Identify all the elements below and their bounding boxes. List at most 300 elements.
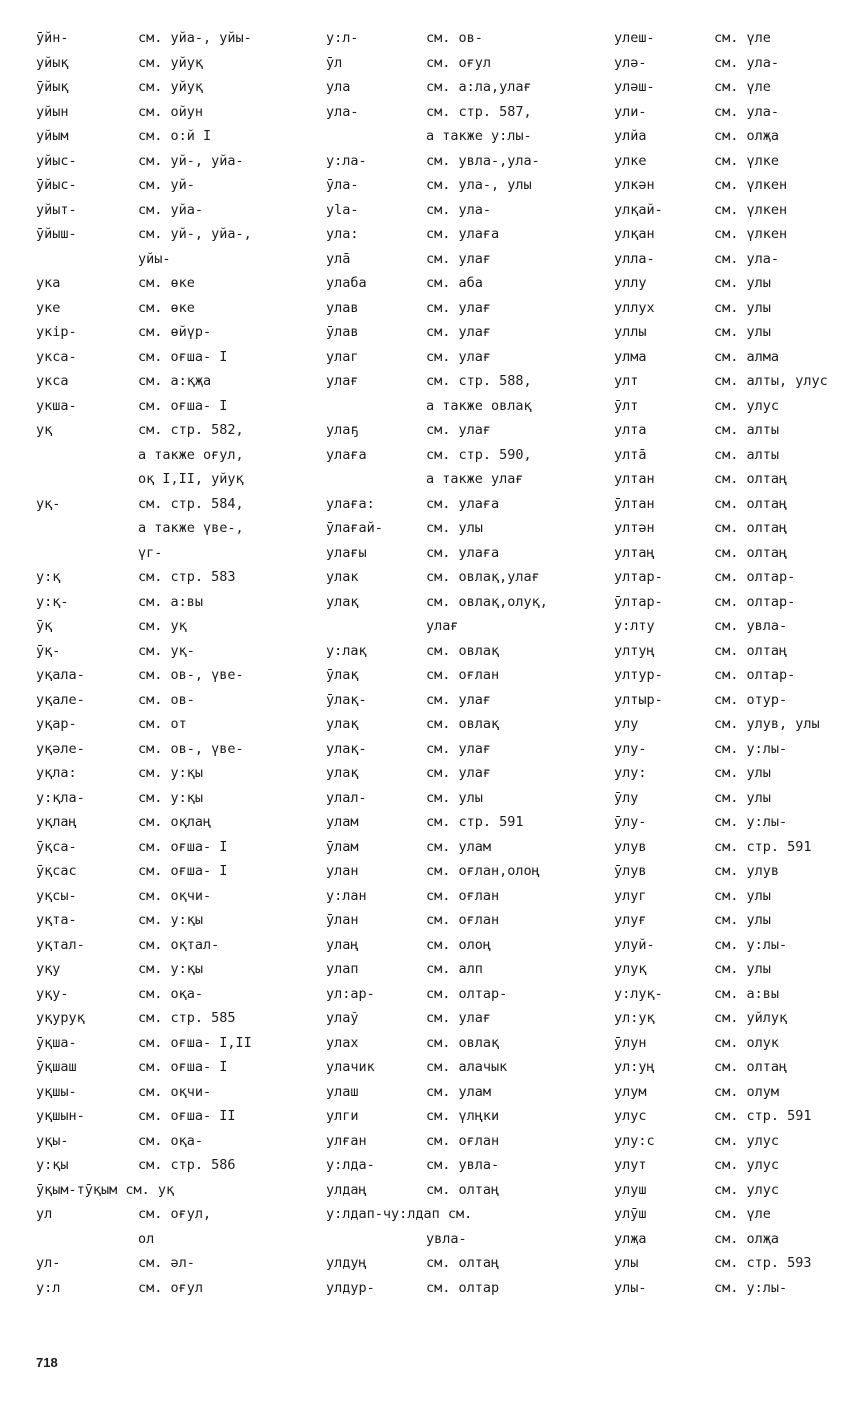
entry-headword: улған xyxy=(326,1132,367,1149)
entry-reference: см. олҗа xyxy=(714,128,780,144)
entry-reference: см. үлкен xyxy=(714,226,788,242)
entry-headword: ул xyxy=(36,1206,53,1222)
entry-reference: см. улы xyxy=(714,887,771,904)
entry-reference: см. улаға xyxy=(426,544,500,561)
entry-headword: ултa xyxy=(614,422,647,438)
entry-reference: см. улы xyxy=(714,275,771,291)
entry-reference: см. улағ xyxy=(426,348,492,365)
entry-headword: улус xyxy=(614,1108,647,1124)
entry-reference: см. улы xyxy=(426,520,483,536)
entry-headword: улаба xyxy=(326,275,367,291)
entry-reference: см. оғша- I xyxy=(138,348,228,365)
entry-reference: см. оғул xyxy=(426,54,492,71)
entry-headword: улаға xyxy=(326,446,367,463)
entry-reference: см. а:қҗа xyxy=(138,373,212,389)
entry-reference: см. олтаң xyxy=(714,642,788,659)
entry-headword: ӯлав xyxy=(326,324,359,340)
entry-headword: ӯлун xyxy=(614,1034,647,1051)
entry-headword: улуш xyxy=(614,1181,647,1198)
entry-headword: улла- xyxy=(614,250,655,267)
entry-headword: ӯйн- xyxy=(36,30,69,46)
entry-headword: улā xyxy=(326,250,351,267)
entry-headword: улуқ xyxy=(614,961,647,977)
entry-reference: см. уйа- xyxy=(138,201,204,218)
entry-headword: улаң xyxy=(326,936,359,953)
entry-headword: уксa xyxy=(36,373,69,389)
entry-headword: улы- xyxy=(614,1279,647,1296)
entry-headword: ӯқым-тӯқым см. уқ xyxy=(36,1181,175,1198)
entry-reference: см. оғлан xyxy=(426,1132,500,1149)
entry-reference: см. овлақ xyxy=(426,716,500,732)
entry-headword: улак xyxy=(326,569,359,585)
entry-reference: см. уй-, уйа- xyxy=(138,152,244,169)
entry-headword: уқәле- xyxy=(36,740,85,757)
entry-reference: см. улус xyxy=(714,397,780,414)
entry-headword: уйын xyxy=(36,103,69,120)
entry-headword: улу xyxy=(614,716,639,732)
entry-reference: см. улаға xyxy=(426,495,500,512)
entry-headword: уқуруқ xyxy=(36,1010,85,1026)
entry-reference: см. оғул, xyxy=(138,1206,212,1222)
entry-headword: улачик xyxy=(326,1059,375,1075)
entry-reference: см. оқтал- xyxy=(138,936,220,953)
entry-headword: у:луқ- xyxy=(614,985,663,1002)
entry-headword: у:л- xyxy=(326,30,359,46)
entry-headword: уқ- xyxy=(36,495,61,512)
entry-headword: ӯқ xyxy=(36,618,53,634)
entry-reference: см. оғша- I xyxy=(138,863,228,879)
entry-reference: см. уйуқ xyxy=(138,54,204,71)
entry-reference: см. овлақ xyxy=(426,1034,500,1051)
entry-headword: укша- xyxy=(36,397,77,414)
entry-reference: см. оқчи- xyxy=(138,1083,212,1100)
entry-reference: см. стр. 590, xyxy=(426,446,532,463)
entry-reference: см. алты xyxy=(714,446,780,463)
entry-headword: ӯқшаш xyxy=(36,1059,77,1075)
entry-headword: улйа xyxy=(614,128,647,144)
entry-reference: см. стр. 584, xyxy=(138,495,244,512)
entry-headword: ула- xyxy=(326,103,359,120)
entry-headword: уқсы- xyxy=(36,887,77,904)
entry-headword: улке xyxy=(614,152,647,169)
entry-headword: улуй- xyxy=(614,936,655,953)
entry-headword: уйық xyxy=(36,54,69,71)
entry-headword: у:лақ xyxy=(326,642,367,659)
entry-headword: ӯлу- xyxy=(614,814,647,830)
entry-reference: а также улағ xyxy=(426,471,524,487)
entry-headword: улы xyxy=(614,1255,639,1271)
entry-reference: см. у:лы- xyxy=(714,814,788,830)
entry-headword: ӯқ- xyxy=(36,642,61,659)
entry-headword: улув xyxy=(614,838,647,855)
entry-reference: см. улағ xyxy=(426,299,492,316)
entry-headword: у:лан xyxy=(326,887,367,904)
entry-headword: ӯйыс- xyxy=(36,177,77,193)
entry-headword: у:қ xyxy=(36,569,61,585)
entry-reference: см. үлңки xyxy=(426,1108,500,1124)
entry-headword: уллы xyxy=(614,324,647,340)
entry-reference: см. оқчи- xyxy=(138,887,212,904)
entry-reference: см. уқ xyxy=(138,618,187,634)
entry-reference: см. уй- xyxy=(138,177,195,193)
entry-headword: уқтал- xyxy=(36,936,85,953)
entry-reference: см. олук xyxy=(714,1034,780,1051)
entry-reference: см. увла- xyxy=(426,1157,500,1173)
entry-headword: улаў xyxy=(326,1010,359,1026)
entry-reference: см. от xyxy=(138,716,187,732)
entry-headword: уқала- xyxy=(36,667,85,683)
entry-headword: улу:с xyxy=(614,1132,655,1149)
entry-headword: ӯйық xyxy=(36,79,69,95)
entry-headword: уйыт- xyxy=(36,201,77,218)
entry-reference: үг- xyxy=(138,544,163,561)
entry-headword: ула: xyxy=(326,226,359,242)
entry-headword: ул- xyxy=(36,1255,61,1271)
entry-headword: у:қ- xyxy=(36,593,69,610)
entry-reference: см. улағ xyxy=(426,691,492,708)
entry-reference: см. стр. 591 xyxy=(714,1108,812,1124)
entry-reference: см. алп xyxy=(426,961,483,977)
entry-reference: см. оқа- xyxy=(138,1132,204,1149)
entry-headword: у:қла- xyxy=(36,789,85,806)
entry-headword: улақ xyxy=(326,593,359,610)
entry-headword: улақ xyxy=(326,716,359,732)
entry-reference: см. улы xyxy=(714,912,771,928)
entry-headword: улам xyxy=(326,814,359,830)
entry-reference: см. улы xyxy=(714,789,771,806)
entry-headword: ултур- xyxy=(614,667,663,683)
entry-headword: улап xyxy=(326,961,359,977)
entry-headword: уқла: xyxy=(36,765,77,781)
entry-reference: см. олтаң xyxy=(714,495,788,512)
entry-reference: см. олум xyxy=(714,1083,780,1100)
entry-headword: ул:ар- xyxy=(326,985,375,1002)
entry-headword: ӯқсас xyxy=(36,863,77,879)
entry-reference: см. алты xyxy=(714,422,780,438)
entry-headword: уйыс- xyxy=(36,152,77,169)
entry-headword: уқы- xyxy=(36,1132,69,1149)
entry-headword: улқай- xyxy=(614,201,663,218)
entry-reference: см. а:ла,улағ xyxy=(426,79,532,95)
entry-reference: см. овлақ,олуқ, xyxy=(426,593,548,610)
entry-headword: улт xyxy=(614,373,639,389)
entry-headword: улуг xyxy=(614,887,647,904)
entry-reference: см. улаға xyxy=(426,226,500,242)
entry-headword: уқта- xyxy=(36,912,77,928)
entry-headword: уләш- xyxy=(614,79,655,95)
entry-headword: уқар- xyxy=(36,716,77,732)
entry-reference: см. у:қы xyxy=(138,765,204,781)
entry-reference: см. улы xyxy=(714,961,771,977)
entry-headword: ӯл xyxy=(326,54,343,71)
entry-headword: ултан xyxy=(614,471,655,487)
entry-headword: ӯлт xyxy=(614,397,639,414)
entry-reference: см. оқлаң xyxy=(138,814,212,830)
entry-reference: см. уйуқ xyxy=(138,79,204,95)
entry-reference: см. оғлан xyxy=(426,887,500,904)
entry-reference: см. олтар- xyxy=(714,667,796,683)
entry-headword: ӯлан xyxy=(326,912,359,928)
entry-headword: улу: xyxy=(614,765,647,781)
entry-headword: укса- xyxy=(36,348,77,365)
entry-reference: см. стр. 593 xyxy=(714,1255,812,1271)
entry-headword: улаш xyxy=(326,1083,359,1100)
entry-reference: см. овлақ,улағ xyxy=(426,569,540,585)
entry-headword: укiр- xyxy=(36,324,77,340)
entry-headword: уқу xyxy=(36,961,61,977)
entry-headword: улаг xyxy=(326,348,359,365)
entry-reference: см. увла-,ула- xyxy=(426,152,540,169)
entry-reference: см. олтаң xyxy=(426,1255,500,1271)
entry-reference: см. олтаң xyxy=(714,520,788,536)
entry-reference: ол xyxy=(138,1230,155,1247)
entry-reference: см. улағ xyxy=(426,765,492,781)
entry-reference: см. стр. 591 xyxy=(714,838,812,855)
entry-reference: см. алма xyxy=(714,348,780,365)
entry-headword: улал- xyxy=(326,789,367,806)
entry-reference: улағ xyxy=(426,618,459,634)
entry-headword: ӯлам xyxy=(326,838,359,855)
entry-reference: см. үле xyxy=(714,79,771,95)
entry-headword: ӯйыш- xyxy=(36,226,77,242)
entry-headword: ӯла- xyxy=(326,177,359,193)
entry-reference: см. олтар- xyxy=(714,569,796,585)
entry-reference: см. стр. 591 xyxy=(426,814,524,830)
entry-headword: у:лда- xyxy=(326,1157,375,1173)
entry-headword: уллух xyxy=(614,299,655,316)
entry-reference: см. стр. 583 xyxy=(138,569,236,585)
entry-headword: ӯлақ xyxy=(326,667,359,683)
entry-reference: см. оғлан xyxy=(426,667,500,683)
entry-reference: см. улус xyxy=(714,1157,780,1173)
entry-reference: см. у:қы xyxy=(138,912,204,928)
entry-headword: улдаң xyxy=(326,1181,367,1198)
entry-reference: см. а:вы xyxy=(138,593,204,610)
entry-headword: у:қы xyxy=(36,1157,69,1173)
entry-headword: улдуң xyxy=(326,1255,367,1271)
entry-reference: а также овлақ xyxy=(426,397,532,414)
entry-reference: см. улам xyxy=(426,838,492,855)
entry-reference: см. үле xyxy=(714,1206,771,1222)
entry-headword: ӯлақ- xyxy=(326,691,367,708)
entry-reference: см. ов- xyxy=(138,691,195,708)
entry-headword: уллу xyxy=(614,275,647,291)
entry-reference: см. ойун xyxy=(138,103,204,120)
entry-headword: улӯш xyxy=(614,1206,647,1222)
entry-reference: см. ула-, улы xyxy=(426,177,532,193)
entry-reference: см. оғша- I,II xyxy=(138,1034,252,1051)
entry-reference: см. оғул xyxy=(138,1279,204,1296)
entry-headword: у:лдап-чу:лдап см. xyxy=(326,1206,473,1222)
entry-reference: см. оқа- xyxy=(138,985,204,1002)
entry-reference: см. улы xyxy=(426,789,483,806)
entry-reference: см. улы xyxy=(714,324,771,340)
entry-reference: см. ула- xyxy=(426,201,492,218)
entry-reference: см. олтаң xyxy=(426,1181,500,1198)
entry-reference: см. улув xyxy=(714,863,780,879)
entry-reference: см. улус xyxy=(714,1132,780,1149)
entry-reference: см. уй-, уйа-, xyxy=(138,226,252,242)
entry-reference: а также оғул, xyxy=(138,446,244,463)
entry-headword: ултуң xyxy=(614,642,655,659)
entry-reference: см. үлкен xyxy=(714,177,788,193)
entry-headword: ула xyxy=(326,79,351,95)
entry-headword: улә- xyxy=(614,54,647,71)
entry-headword: уlа- xyxy=(326,201,359,218)
entry-reference: см. олтар- xyxy=(714,593,796,610)
entry-reference: см. ов-, үвe- xyxy=(138,740,244,757)
entry-headword: улаға: xyxy=(326,495,375,512)
entry-headword: уқу- xyxy=(36,985,69,1002)
entry-reference: см. улағ xyxy=(426,324,492,340)
entry-headword: у:ла- xyxy=(326,152,367,169)
entry-headword: ӯқша- xyxy=(36,1034,77,1051)
entry-reference: см. үлке xyxy=(714,152,780,169)
entry-headword: улу- xyxy=(614,740,647,757)
entry-reference: см. үлкен xyxy=(714,201,788,218)
entry-reference: см. улув, улы xyxy=(714,716,820,732)
entry-headword: улкән xyxy=(614,177,655,193)
entry-reference: см. алты, улус xyxy=(714,373,828,389)
entry-reference: см. оғлан,олоң xyxy=(426,863,540,879)
entry-headword: улақ- xyxy=(326,740,367,757)
entry-headword: ӯлтан xyxy=(614,495,655,512)
entry-headword: улав xyxy=(326,299,359,316)
entry-reference: см. өке xyxy=(138,299,195,316)
entry-reference: см. улам xyxy=(426,1083,492,1100)
entry-headword: ӯқса- xyxy=(36,838,77,855)
entry-headword: улан xyxy=(326,863,359,879)
entry-headword: ӯлу xyxy=(614,789,639,806)
entry-headword: улуғ xyxy=(614,912,647,928)
entry-headword: ӯлтар- xyxy=(614,593,663,610)
entry-reference: см. әл- xyxy=(138,1255,195,1271)
entry-headword: улағы xyxy=(326,544,367,561)
entry-reference: см. алачык xyxy=(426,1059,508,1075)
entry-reference: см. оғша- I xyxy=(138,838,228,855)
entry-reference: см. олҗа xyxy=(714,1230,780,1247)
entry-reference: а также у:лы- xyxy=(426,128,532,144)
entry-headword: ӯлув xyxy=(614,863,647,879)
entry-reference: см. стр. 586 xyxy=(138,1157,236,1173)
entry-reference: см. улағ xyxy=(426,1010,492,1026)
entry-reference: см. у:қы xyxy=(138,789,204,806)
entry-reference: см. оғлан xyxy=(426,912,500,928)
entry-reference: см. өйүр- xyxy=(138,324,212,340)
entry-reference: см. уқ- xyxy=(138,642,195,659)
entry-reference: см. улағ xyxy=(426,740,492,757)
entry-headword: ултән xyxy=(614,520,655,536)
entry-reference: см. улы xyxy=(714,765,771,781)
entry-headword: ул:уң xyxy=(614,1059,655,1075)
entry-reference: см. о:й I xyxy=(138,128,212,144)
entry-reference: см. стр. 587, xyxy=(426,103,532,120)
entry-reference: см. улы xyxy=(714,299,771,316)
entry-headword: улум xyxy=(614,1083,647,1100)
entry-reference: см. у:лы- xyxy=(714,1279,788,1296)
entry-headword: уқ xyxy=(36,422,53,438)
entry-headword: ултар- xyxy=(614,569,663,585)
entry-reference: см. стр. 585 xyxy=(138,1010,236,1026)
entry-reference: а также үвe-, xyxy=(138,520,244,536)
entry-reference: см. уйа-, уйы- xyxy=(138,30,252,46)
entry-headword: у:л xyxy=(36,1279,61,1296)
entry-reference: см. улус xyxy=(714,1181,780,1198)
entry-reference: см. а:вы xyxy=(714,985,780,1002)
entry-reference: см. у:лы- xyxy=(714,936,788,953)
entry-reference: см. у:қы xyxy=(138,961,204,977)
entry-headword: у:лту xyxy=(614,618,655,634)
entry-reference: см. ов- xyxy=(426,30,483,46)
entry-headword: ултā xyxy=(614,446,647,463)
entry-headword: ука xyxy=(36,275,61,291)
entry-headword: улқан xyxy=(614,226,655,242)
entry-headword: улҗа xyxy=(614,1230,647,1247)
entry-reference: см. олтаң xyxy=(714,471,788,487)
entry-headword: улут xyxy=(614,1157,647,1173)
entry-reference: см. оғша- I xyxy=(138,397,228,414)
entry-reference: см. стр. 588, xyxy=(426,373,532,389)
entry-reference: оқ I,II, уйуқ xyxy=(138,471,244,487)
entry-reference: см. олтар xyxy=(426,1279,500,1296)
entry-reference: см. аба xyxy=(426,275,483,291)
entry-headword: уқшы- xyxy=(36,1083,77,1100)
entry-headword: ӯлағай- xyxy=(326,520,383,536)
entry-reference: см. олоң xyxy=(426,936,492,953)
entry-headword: улах xyxy=(326,1034,359,1051)
entry-headword: ултыр- xyxy=(614,691,663,708)
entry-reference: увла- xyxy=(426,1230,467,1247)
entry-reference: см. овлақ xyxy=(426,642,500,659)
entry-headword: улеш- xyxy=(614,30,655,46)
entry-reference: см. ула- xyxy=(714,54,780,71)
entry-headword: ули- xyxy=(614,103,647,120)
entry-reference: см. стр. 582, xyxy=(138,422,244,438)
entry-reference: см. оғша- II xyxy=(138,1108,236,1124)
entry-headword: уқлаң xyxy=(36,814,77,830)
entry-reference: см. улағ xyxy=(426,422,492,438)
entry-reference: см. улағ xyxy=(426,250,492,267)
entry-reference: см. олтар- xyxy=(426,985,508,1002)
entry-reference: см. ула- xyxy=(714,103,780,120)
entry-reference: уйы- xyxy=(138,250,171,267)
entry-headword: улағ xyxy=(326,373,359,389)
entry-headword: ул:уқ xyxy=(614,1010,655,1026)
entry-reference: см. у:лы- xyxy=(714,740,788,757)
entry-headword: уқшын- xyxy=(36,1108,85,1124)
entry-headword: улаҕ xyxy=(326,422,359,438)
entry-headword: улдур- xyxy=(326,1279,375,1296)
entry-headword: улақ xyxy=(326,765,359,781)
entry-reference: см. уйлуқ xyxy=(714,1010,788,1026)
entry-headword: улма xyxy=(614,348,647,365)
entry-headword: ултаң xyxy=(614,544,655,561)
entry-headword: уқале- xyxy=(36,691,85,708)
entry-headword: уке xyxy=(36,299,61,316)
entry-reference: см. ула- xyxy=(714,250,780,267)
entry-reference: см. олтаң xyxy=(714,544,788,561)
entry-reference: см. оғша- I xyxy=(138,1059,228,1075)
page-number: 718 xyxy=(36,1355,58,1370)
entry-reference: см. өке xyxy=(138,275,195,291)
entry-headword: уйым xyxy=(36,128,69,144)
entry-reference: см. ов-, үвe- xyxy=(138,667,244,683)
entry-reference: см. отур- xyxy=(714,691,788,708)
entry-reference: см. үле xyxy=(714,30,771,46)
entry-headword: улги xyxy=(326,1108,359,1124)
entry-reference: см. увла- xyxy=(714,618,788,634)
entry-reference: см. олтаң xyxy=(714,1059,788,1075)
